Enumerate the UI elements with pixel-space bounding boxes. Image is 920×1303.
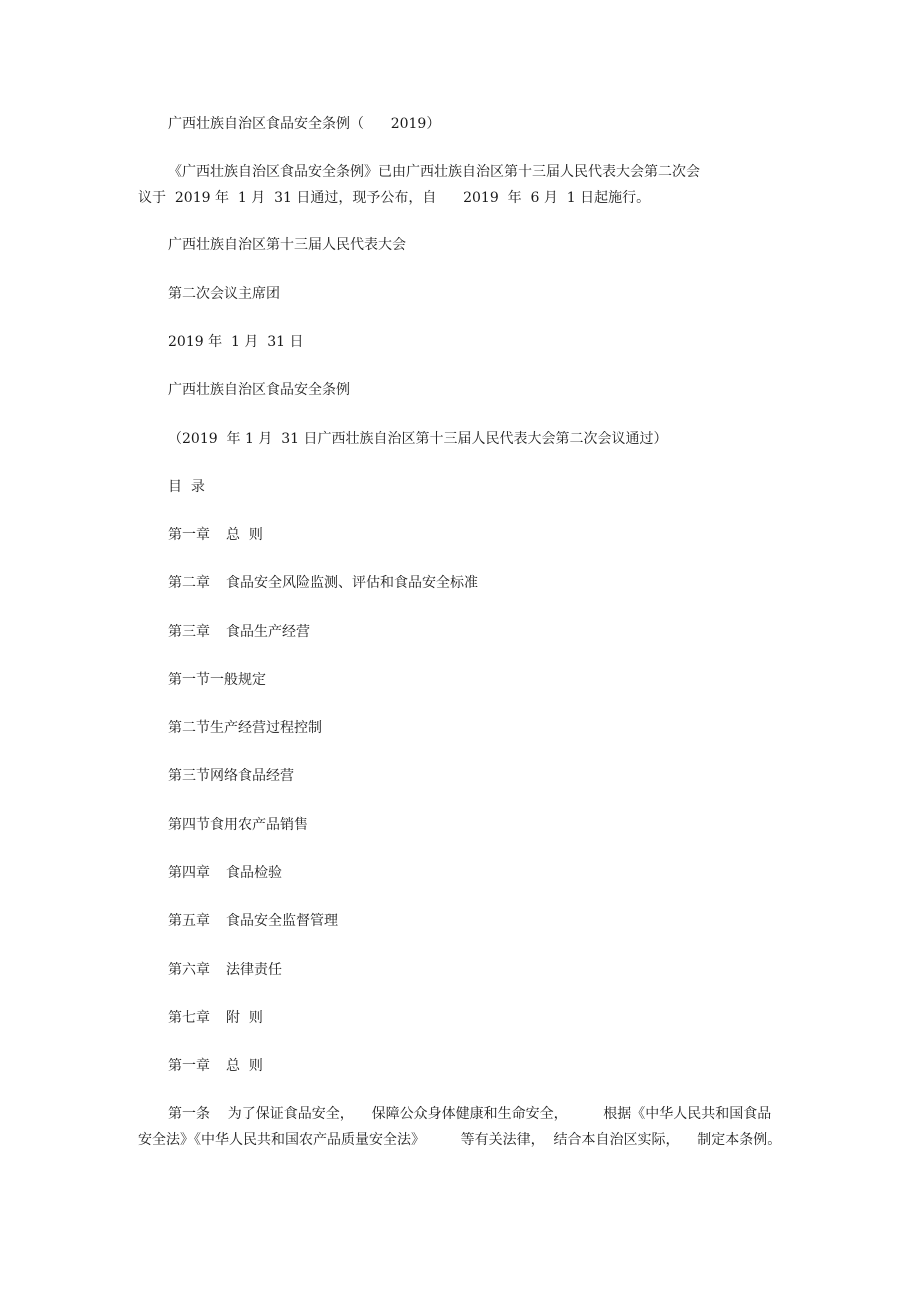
toc-item-label: 第一章 [168, 527, 210, 543]
toc-item-title: 食品检验 [226, 865, 282, 881]
toc-section: 第一节一般规定 [168, 672, 266, 688]
toc-item [168, 622, 310, 642]
chapter-title: 总 则 [226, 1058, 263, 1074]
presidium: 第二次会议主席团 [168, 286, 280, 302]
article-1-line-2: 安全法》《中华人民共和国农产品质量安全法》 等有关法律， 结合本自治区实际， 制定本条例。 [138, 1132, 782, 1148]
issuer: 广西壮族自治区第十三届人民代表大会 [168, 237, 406, 253]
toc-item [168, 573, 478, 593]
toc-item-title: 食品安全风险监测、评估和食品安全标准 [226, 575, 478, 591]
toc-item [168, 525, 263, 545]
document-title: 广西壮族自治区食品安全条例（ 2019） [168, 116, 441, 132]
chapter-label: 第一章 [168, 1058, 210, 1074]
toc-item-label: 第五章 [168, 913, 210, 929]
toc-section: 第四节食用农产品销售 [168, 817, 308, 833]
toc-item-label: 第六章 [168, 962, 210, 978]
adoption-note: （2019 年 1 月 31 日广西壮族自治区第十三届人民代表大会第二次会议通过） [168, 431, 668, 447]
toc-item [168, 960, 282, 980]
toc-item-title: 法律责任 [226, 962, 282, 978]
toc-item-title: 食品生产经营 [226, 624, 310, 640]
toc-section: 第三节网络食品经营 [168, 768, 294, 784]
regulation-title: 广西壮族自治区食品安全条例 [168, 382, 350, 398]
announcement-line-2: 议于 2019 年 1 月 31 日通过，现予公布，自 2019 年 6 月 1 日起施行。 [138, 190, 651, 206]
toc-item-label: 第四章 [168, 865, 210, 881]
chapter-heading [168, 1056, 263, 1076]
toc-item [168, 863, 282, 883]
toc-item-label: 第七章 [168, 1010, 210, 1026]
toc-item-title: 附 则 [226, 1010, 263, 1026]
toc-item [168, 911, 338, 931]
article-1-line-1: 第一条 为了保证食品安全， 保障公众身体健康和生命安全， 根据《中华人民共和国食品 [168, 1106, 772, 1122]
toc-item-title: 总 则 [226, 527, 263, 543]
toc-heading: 目 录 [168, 479, 205, 495]
toc-section: 第二节生产经营过程控制 [168, 720, 322, 736]
promulgation-date: 2019 年 1 月 31 日 [168, 334, 304, 350]
toc-item [168, 1008, 263, 1028]
toc-item-title: 食品安全监督管理 [226, 913, 338, 929]
toc-item-label: 第三章 [168, 624, 210, 640]
toc-item-label: 第二章 [168, 575, 210, 591]
announcement-line-1: 《广西壮族自治区食品安全条例》已由广西壮族自治区第十三届人民代表大会第二次会 [168, 164, 700, 180]
